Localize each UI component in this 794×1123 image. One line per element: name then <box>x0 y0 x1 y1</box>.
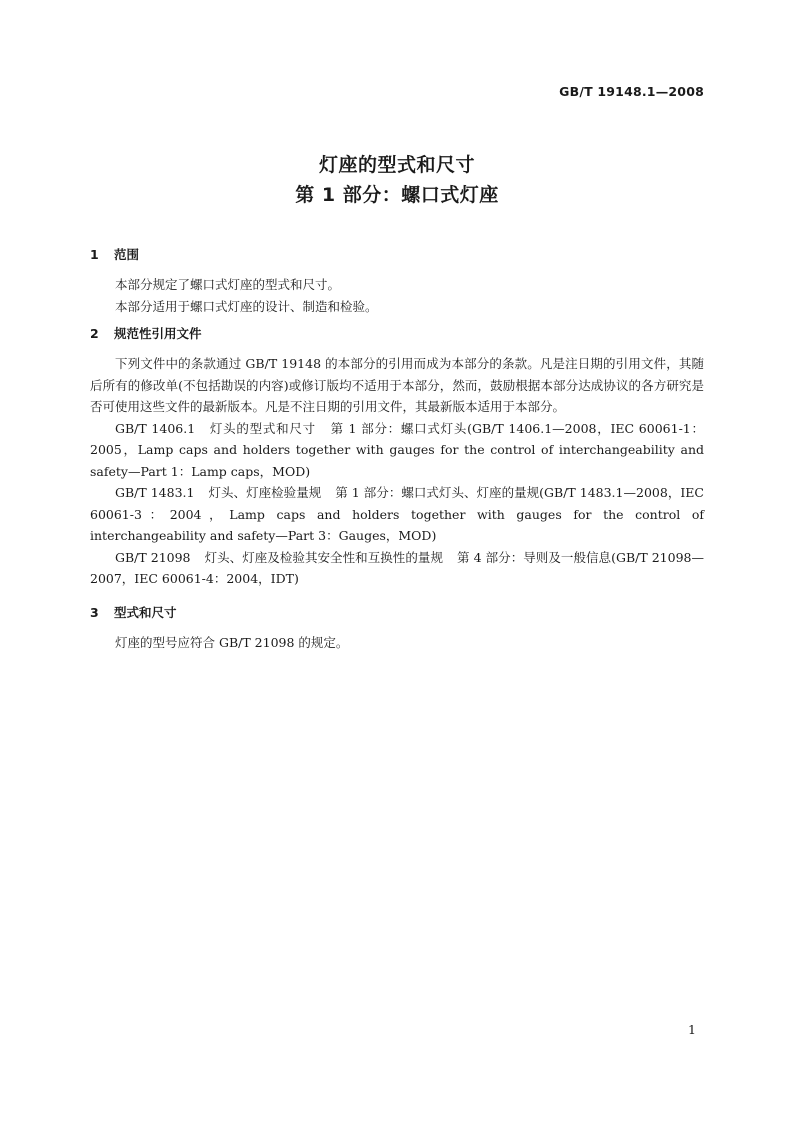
document-body <box>90 244 704 653</box>
section-title: 范围 <box>114 247 140 262</box>
standard-code: GB/T 19148.1—2008 <box>559 84 704 99</box>
reference-title: 灯头的型式和尺寸 <box>209 420 316 436</box>
document-title <box>0 150 794 210</box>
section-2-heading <box>90 323 704 345</box>
section-3-heading <box>90 602 704 624</box>
reference-part: 第 1 部分：螺口式灯头(GB/T 1406.1—2008，IEC 60061-1：2005，Lamp caps and holders together with gauges for the control of interchangeability and safety—Part 1：Lamp caps，MOD) <box>90 420 704 479</box>
normative-references-intro: 下列文件中的条款通过 GB/T 19148 的本部分的引用而成为本部分的条款。凡是注日期的引用文件，其随后所有的修改单(不包括勘误的内容)或修订版均不适用于本部分，然而，鼓励根据本部分达成协议的各方研究是否可使用这些文件的最新版本。凡是不注日期的引用文件，其最新版本适用于本部分。 <box>90 356 704 414</box>
reference-part: 第 4 部分：导则及一般信息(GB/T 21098—2007，IEC 60061-4：2004，IDT) <box>90 549 704 586</box>
section-1-heading <box>90 244 704 266</box>
section-title: 规范性引用文件 <box>114 326 202 341</box>
reference-entry <box>90 418 704 483</box>
reference-title: 灯头、灯座检验量规 <box>208 485 322 500</box>
reference-title: 灯头、灯座及检验其安全性和互换性的量规 <box>204 549 443 565</box>
scope-paragraph-1: 本部分规定了螺口式灯座的型式和尺寸。 <box>115 277 341 292</box>
reference-entry <box>90 482 704 547</box>
page-number: 1 <box>688 1022 696 1037</box>
title-line-2: 第 1 部分：螺口式灯座 <box>295 184 499 206</box>
reference-code: GB/T 1406.1 <box>115 420 196 436</box>
types-dimensions-paragraph: 灯座的型号应符合 GB/T 21098 的规定。 <box>115 634 349 650</box>
scope-paragraph-2: 本部分适用于螺口式灯座的设计、制造和检验。 <box>115 298 378 314</box>
section-number: 3 <box>90 604 99 620</box>
reference-code: GB/T 1483.1 <box>115 485 195 500</box>
reference-entry <box>90 547 704 590</box>
section-number: 1 <box>90 247 99 262</box>
section-number: 2 <box>90 326 99 341</box>
reference-part: 第 1 部分：螺口式灯头、灯座的量规(GB/T 1483.1—2008，IEC 60061-3：2004，Lamp caps and holders together with gauges for the control of interchangeability and safety—Part 3：Gauges，MOD) <box>90 485 704 543</box>
title-line-1: 灯座的型式和尺寸 <box>318 154 475 176</box>
reference-code: GB/T 21098 <box>115 549 191 565</box>
section-title: 型式和尺寸 <box>114 604 177 620</box>
